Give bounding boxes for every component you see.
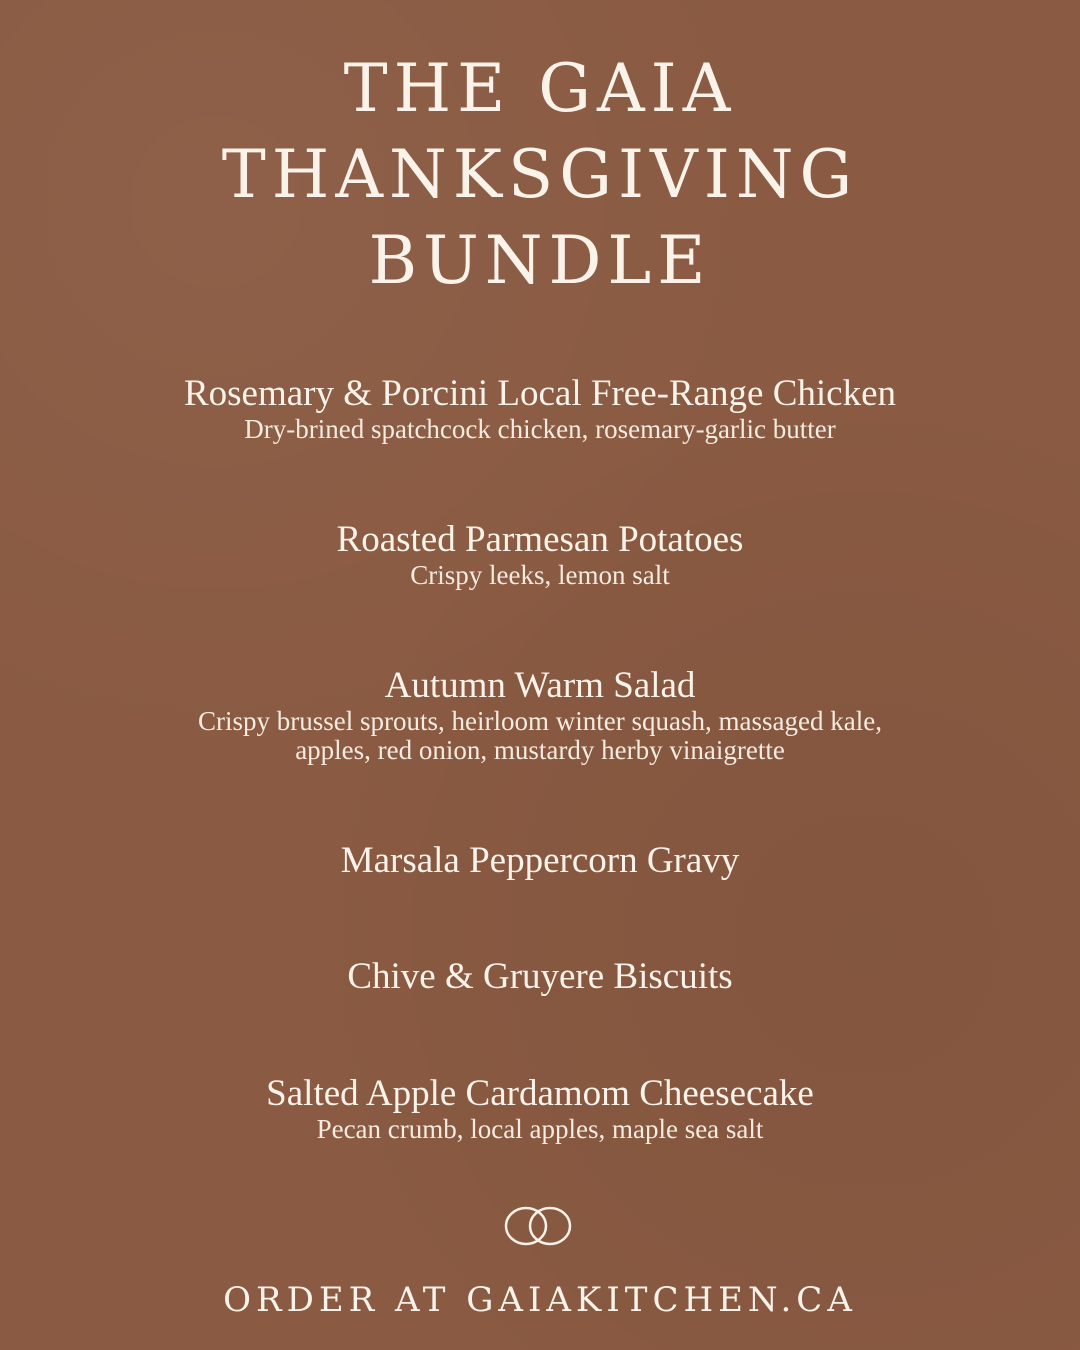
menu-item-salad bbox=[0, 665, 1080, 765]
interlocking-rings-icon bbox=[501, 1205, 575, 1247]
menu-item-potatoes bbox=[0, 519, 1080, 590]
menu-item-chicken bbox=[0, 373, 1080, 444]
dish-description: Dry-brined spatchcock chicken, rosemary-garlic butter bbox=[244, 414, 836, 444]
dish-description: apples, red onion, mustardy herby vinaigrette bbox=[295, 735, 785, 765]
dish-name: Marsala Peppercorn Gravy bbox=[340, 840, 740, 881]
dish-name: Salted Apple Cardamom Cheesecake bbox=[266, 1073, 814, 1114]
dish-name: Rosemary & Porcini Local Free-Range Chicken bbox=[183, 373, 897, 414]
menu-item-gravy bbox=[0, 840, 1080, 882]
dish-description: Crispy brussel sprouts, heirloom winter squash, massaged kale, bbox=[198, 706, 882, 736]
dish-description: Pecan crumb, local apples, maple sea salt bbox=[316, 1114, 764, 1144]
title-line-2: THANKSGIVING bbox=[221, 136, 859, 213]
menu-item-cheesecake bbox=[0, 1073, 1080, 1144]
dish-name: Roasted Parmesan Potatoes bbox=[336, 519, 744, 560]
dish-description: Crispy leeks, lemon salt bbox=[410, 560, 670, 590]
menu-item-biscuits bbox=[0, 956, 1080, 998]
dish-name: Autumn Warm Salad bbox=[384, 665, 696, 706]
order-link[interactable]: ORDER AT GAIAKITCHEN.CA bbox=[223, 1280, 857, 1320]
title-line-1: THE GAIA bbox=[343, 50, 737, 127]
title-line-3: BUNDLE bbox=[368, 222, 712, 299]
dish-name: Chive & Gruyere Biscuits bbox=[347, 956, 733, 997]
page-title bbox=[0, 46, 1080, 304]
